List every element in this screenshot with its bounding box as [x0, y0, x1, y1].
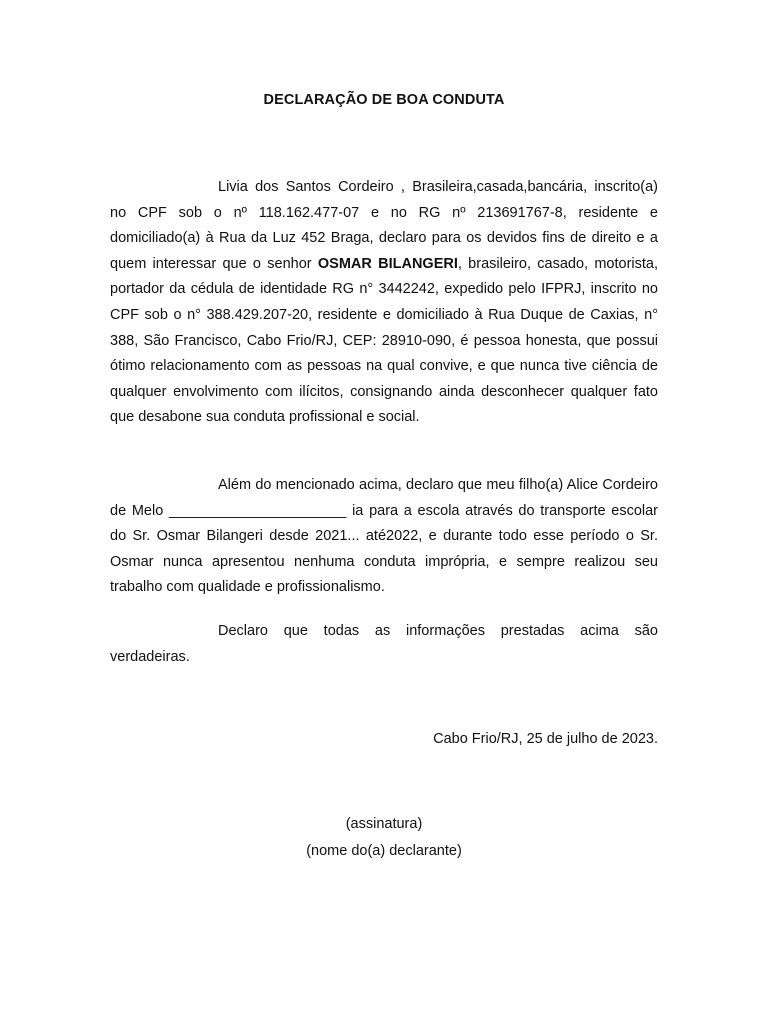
date-line: Cabo Frio/RJ, 25 de julho de 2023.	[433, 731, 658, 747]
paragraph-declaration	[110, 175, 658, 431]
signature-placeholder: (assinatura)	[345, 816, 423, 832]
document-page	[110, 0, 658, 1024]
paragraph-transport: Além do mencionado acima, declaro que meu filho(a) Alice Cordeiro de Melo ______________________ ia para a escola através do transporte escolar do Sr. Osmar Bilangeri desde 2021... até2022, e durante todo esse período o Sr. Osmar nunca apresentou nenhuma conduta imprópria, e sempre realizou seu trabalho com qualidade e profissionalismo.	[110, 477, 658, 596]
paragraph-truth-statement: Declaro que todas as informações prestadas acima são verdadeiras.	[110, 623, 658, 665]
paragraph-declaration-intro: Livia dos Santos Cordeiro , Brasileira,casada,bancária, inscrito(a) no CPF sob o nº 118.162.477-07 e no RG nº 213691767-8, residente e domiciliado(a) à Rua da Luz 452 Braga, declaro para os devidos fins de direito e a quem interessar que o senhor	[110, 179, 658, 272]
paragraph-declaration-rest: , brasileiro, casado, motorista, portador da cédula de identidade RG n° 3442242, expedido pelo IFPRJ, inscrito no CPF sob o n° 388.429.207-20, residente e domiciliado à Rua Duque de Caxias, n° 388, São Francisco, Cabo Frio/RJ, CEP: 28910-090, é pessoa honesta, que possui ótimo relacionamento com as pessoas na qual convive, e que nunca tive ciência de qualquer envolvimento com ilícitos, consignando ainda desconhecer qualquer fato que desabone sua conduta profissional e social.	[110, 255, 659, 426]
declarant-name-placeholder: (nome do(a) declarante)	[306, 843, 462, 859]
declared-person-name: OSMAR BILANGERI	[317, 255, 458, 272]
document-title: DECLARAÇÃO DE BOA CONDUTA	[263, 92, 505, 108]
